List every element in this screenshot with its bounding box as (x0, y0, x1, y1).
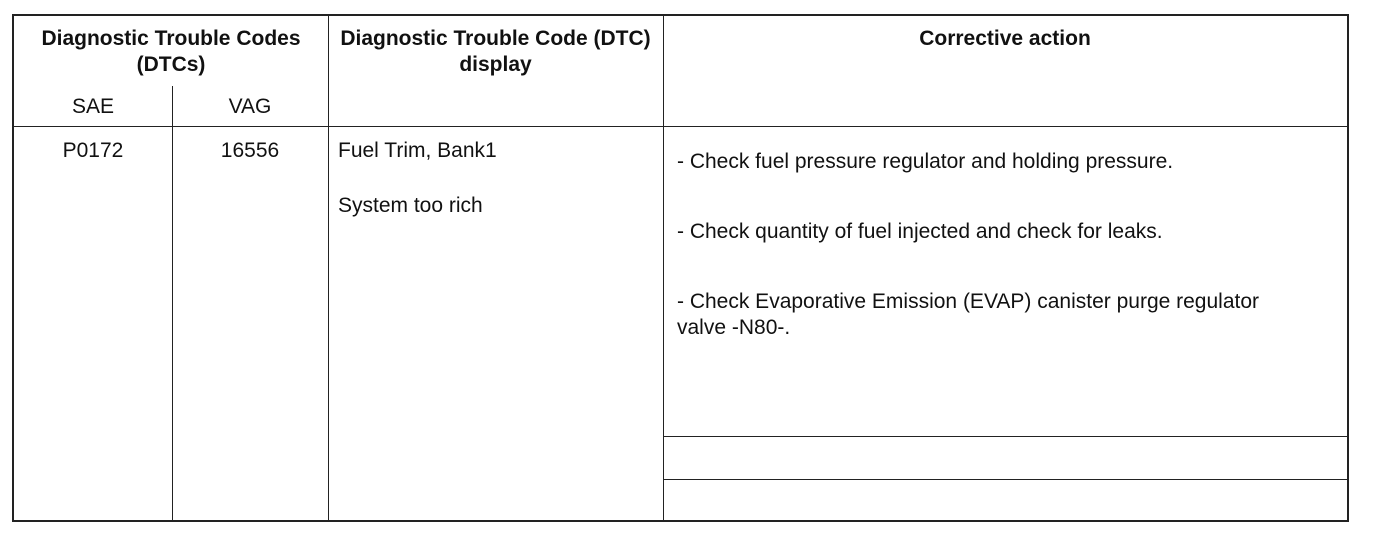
divider-display (328, 16, 329, 520)
header-display: Diagnostic Trouble Code (DTC) display (340, 27, 651, 76)
action-item-3: - Check Evaporative Emission (EVAP) canister purge regulator valve -N80-. (677, 290, 1260, 339)
action-row-divider-1 (663, 436, 1347, 437)
divider-action (663, 16, 664, 520)
dtc-table (12, 14, 1349, 522)
action-row-divider-2 (663, 479, 1347, 480)
header-divider (14, 126, 1347, 127)
header-action: Corrective action (919, 27, 1091, 50)
header-codes: Diagnostic Trouble Codes (DTCs) (41, 27, 301, 76)
cell-vag: 16556 (220, 139, 280, 162)
action-item-2: - Check quantity of fuel injected and check for leaks. (677, 220, 1163, 243)
cell-display-line2: System too rich (338, 194, 483, 217)
header-vag: VAG (228, 95, 272, 118)
cell-display-line1: Fuel Trim, Bank1 (338, 139, 497, 162)
action-item-1: - Check fuel pressure regulator and holding pressure. (677, 150, 1174, 173)
header-sae: SAE (71, 95, 115, 118)
cell-sae: P0172 (62, 139, 124, 162)
